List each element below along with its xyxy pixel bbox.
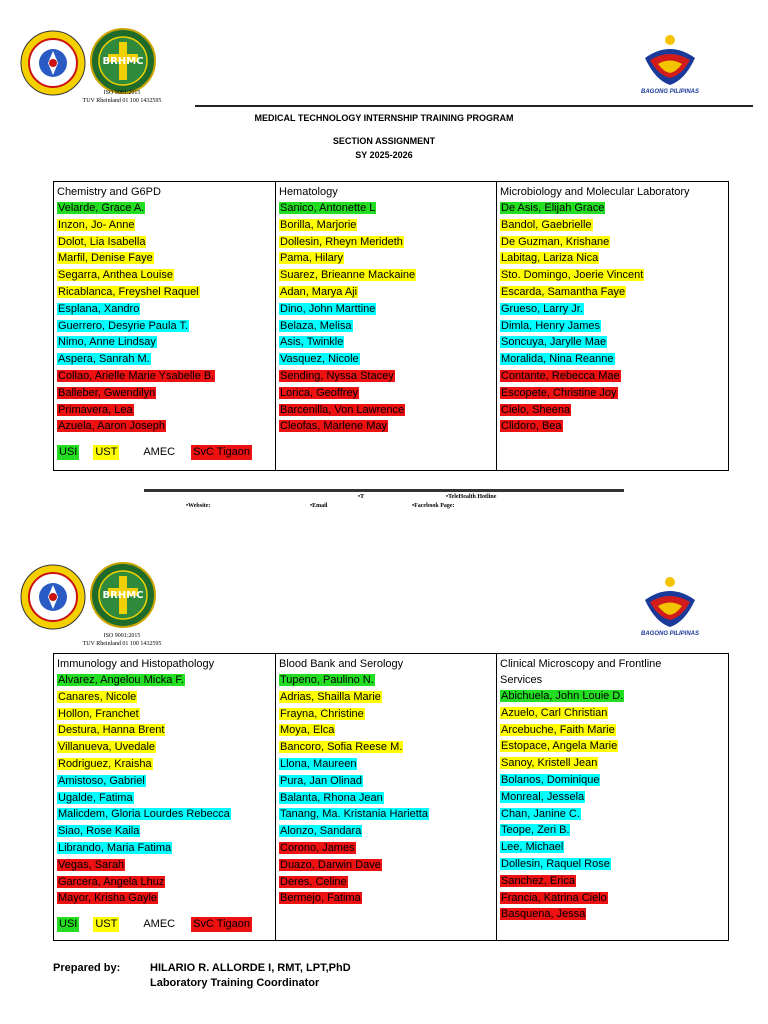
column-blood-bank — [276, 654, 497, 941]
doh-seal-icon — [20, 564, 86, 630]
list-item — [279, 823, 493, 840]
column-immunology — [54, 654, 276, 941]
list-item — [279, 773, 493, 790]
list-item — [279, 200, 493, 217]
intern-name: Destura, Hanna Brent — [58, 724, 165, 737]
intern-name: Azuelo, Carl Christian — [501, 706, 608, 719]
intern-name: Siao, Rose Kaila — [58, 825, 140, 838]
intern-name: Balanta, Rhona Jean — [280, 791, 383, 804]
list-item — [500, 839, 725, 856]
column-microbiology — [497, 182, 729, 471]
list-item — [57, 284, 272, 301]
iso-certification — [62, 632, 182, 648]
intern-name: Primavera, Lea — [58, 403, 133, 416]
intern-name: Villanueva, Uvedale — [58, 741, 156, 754]
intern-name: Ricablanca, Freyshel Raquel — [58, 285, 199, 298]
intern-name: Collao, Arielle Marie Ysabelle B. — [58, 369, 215, 382]
footer-email: •Email — [310, 503, 328, 509]
list-item — [500, 822, 725, 839]
list-item — [279, 267, 493, 284]
intern-name: Pura, Jan Olinad — [280, 774, 362, 787]
name-list — [57, 200, 272, 435]
list-item — [279, 790, 493, 807]
coordinator-role: Laboratory Training Coordinator — [150, 977, 320, 989]
intern-name: Llona, Maureen — [280, 757, 357, 770]
list-item — [57, 874, 272, 891]
list-item — [279, 689, 493, 706]
intern-name: Velarde, Grace A. — [58, 202, 145, 214]
intern-name: Cleofas, Marlene May — [280, 420, 387, 433]
section-table-2 — [53, 653, 729, 941]
intern-name: Clidoro, Bea — [501, 420, 562, 433]
list-item — [57, 722, 272, 739]
list-item — [57, 301, 272, 318]
intern-name: Tanang, Ma. Kristania Harietta — [280, 808, 428, 821]
letterhead-2 — [0, 552, 768, 652]
list-item — [500, 368, 725, 385]
legend-ust: UST — [95, 918, 118, 931]
legend-ust: UST — [95, 446, 118, 459]
list-item — [500, 200, 725, 217]
column-hematology — [276, 182, 497, 471]
header-rule — [195, 105, 753, 107]
list-item — [500, 284, 725, 301]
list-item — [57, 806, 272, 823]
list-item — [500, 351, 725, 368]
school-year: SY 2025-2026 — [355, 150, 413, 160]
intern-name: Librando, Maria Fatima — [58, 841, 172, 854]
intern-name: Suarez, Brieanne Mackaine — [280, 269, 416, 282]
intern-name: Sanoy, Kristell Jean — [501, 757, 598, 770]
intern-name: Moralida, Nina Reanne — [501, 353, 614, 366]
list-item — [57, 200, 272, 217]
intern-name: Bancoro, Sofia Reese M. — [280, 741, 403, 754]
list-item — [57, 857, 272, 874]
intern-name: Bolanos, Dominique — [501, 773, 600, 786]
iso-line-2: TUV Rheinland 01 100 1432595 — [82, 641, 162, 647]
list-item — [279, 890, 493, 907]
intern-name: Segarra, Anthea Louise — [58, 269, 173, 282]
doh-seal-icon — [20, 30, 86, 96]
intern-name: Dollesin, Raquel Rose — [501, 857, 610, 870]
list-item — [57, 351, 272, 368]
intern-name: Corono, James — [280, 841, 355, 854]
list-item — [57, 385, 272, 402]
name-list — [279, 672, 493, 907]
bagong-pilipinas-logo-icon — [630, 572, 710, 632]
program-title: MEDICAL TECHNOLOGY INTERNSHIP TRAINING PROGRAM — [254, 113, 514, 123]
list-item — [500, 402, 725, 419]
list-item — [500, 301, 725, 318]
footer-telephone: •T — [358, 494, 365, 500]
list-item — [57, 368, 272, 385]
intern-name: Balleber, Gwendilyn — [58, 386, 156, 399]
intern-name: Alvarez, Angelou Micka F. — [58, 674, 184, 686]
list-item — [57, 250, 272, 267]
list-item — [500, 318, 725, 335]
intern-name: Vegas, Sarah — [58, 858, 125, 871]
intern-name: Esplana, Xandro — [58, 302, 140, 315]
intern-name: Alonzo, Sandara — [280, 825, 362, 838]
list-item — [279, 385, 493, 402]
intern-name: Francia, Katrina Cielo — [501, 891, 607, 904]
intern-name: Duazo, Darwin Dave — [280, 858, 381, 871]
intern-name: Azuela, Aaron Joseph — [58, 420, 166, 433]
list-item — [500, 267, 725, 284]
list-item — [57, 689, 272, 706]
intern-name: Dino, John Marttine — [280, 302, 376, 315]
intern-name: Nimo, Anne Lindsay — [58, 336, 156, 349]
list-item — [57, 267, 272, 284]
intern-name: Monreal, Jessela — [501, 790, 585, 803]
list-item — [500, 688, 725, 705]
list-item — [500, 418, 725, 435]
intern-name: De Guzman, Krishane — [501, 235, 610, 248]
list-item — [279, 334, 493, 351]
column-title: Immunology and Histopathology — [57, 658, 215, 670]
list-item — [279, 402, 493, 419]
intern-name: Sto. Domingo, Joerie Vincent — [501, 269, 644, 282]
intern-name: Borilla, Marjorie — [280, 218, 357, 231]
intern-name: Lorica, Geoffrey — [280, 386, 359, 399]
legend-svc: SvC Tigaon — [193, 918, 250, 931]
list-item — [279, 284, 493, 301]
section-title: SECTION ASSIGNMENT — [332, 136, 436, 146]
footer-telehealth-hotline: •TeleHealth Hotline — [446, 494, 497, 500]
column-title-line-1: Clinical Microscopy and Frontline — [500, 658, 662, 670]
prepared-by-label: Prepared by: — [53, 962, 121, 974]
list-item — [279, 301, 493, 318]
list-item — [57, 334, 272, 351]
intern-name: Grueso, Larry Jr. — [501, 302, 583, 315]
list-item — [57, 402, 272, 419]
list-item — [279, 672, 493, 689]
list-item — [279, 318, 493, 335]
intern-name: Rodriguez, Kraisha — [58, 757, 152, 770]
intern-name: Garcera, Angela Lhuz — [58, 875, 165, 888]
footer-rule — [144, 489, 624, 492]
list-item — [57, 773, 272, 790]
list-item — [500, 385, 725, 402]
bagong-pilipinas-label: BAGONG PILIPINAS — [640, 631, 699, 637]
list-item — [57, 672, 272, 689]
brhmc-seal-icon — [90, 562, 156, 628]
column-chemistry — [54, 182, 276, 471]
school-legend — [57, 445, 272, 460]
column-clinical-microscopy — [497, 654, 729, 941]
list-item — [57, 823, 272, 840]
list-item — [279, 874, 493, 891]
list-item — [57, 318, 272, 335]
list-item — [500, 772, 725, 789]
intern-name: Bandol, Gaebrielle — [501, 218, 592, 231]
legend-amec: AMEC — [143, 446, 176, 459]
list-item — [500, 217, 725, 234]
list-item — [500, 806, 725, 823]
intern-name: Moya, Elca — [280, 724, 335, 737]
intern-name: Barcenilla, Von Lawrence — [280, 403, 405, 416]
bagong-pilipinas-logo-icon — [630, 30, 710, 90]
list-item — [279, 217, 493, 234]
list-item — [500, 334, 725, 351]
column-title: Blood Bank and Serology — [279, 658, 404, 670]
intern-name: Inzon, Jo- Anne — [58, 218, 135, 231]
list-item — [279, 418, 493, 435]
list-item — [279, 739, 493, 756]
list-item — [500, 722, 725, 739]
column-title-line-2: Services — [500, 674, 543, 686]
list-item — [500, 250, 725, 267]
list-item — [279, 250, 493, 267]
intern-name: Malicdem, Gloria Lourdes Rebecca — [58, 808, 230, 821]
footer-facebook-page: •Facebook Page: — [412, 503, 455, 509]
school-legend — [57, 917, 272, 932]
intern-name: Basquena, Jessa — [501, 908, 586, 921]
iso-certification — [62, 89, 182, 105]
intern-name: Estopace, Angela Marie — [501, 740, 618, 753]
intern-name: Adrias, Shailla Marie — [280, 690, 381, 703]
legend-amec: AMEC — [143, 918, 176, 931]
intern-name: Dollesin, Rheyn Merideth — [280, 235, 403, 248]
intern-name: Chan, Janine C. — [501, 807, 580, 820]
intern-name: Ugalde, Fatima — [58, 791, 133, 804]
list-item — [500, 856, 725, 873]
legend-usi: USI — [59, 918, 78, 931]
footer-website: •Website: — [186, 503, 211, 509]
name-list — [57, 672, 272, 907]
list-item — [279, 234, 493, 251]
list-item — [279, 806, 493, 823]
list-item — [500, 755, 725, 772]
intern-name: Cielo, Sheena — [501, 403, 571, 416]
iso-line-2: TUV Rheinland 01 100 1432595 — [82, 98, 162, 104]
intern-name: Canares, Nicole — [58, 690, 137, 703]
list-item — [279, 857, 493, 874]
brhmc-seal-icon — [90, 28, 156, 94]
intern-name: Escarda, Samantha Faye — [501, 285, 626, 298]
list-item — [500, 738, 725, 755]
intern-name: Sanchez, Erica — [501, 874, 575, 887]
intern-name: Dolot, Lia Isabella — [58, 235, 146, 248]
intern-name: Belaza, Melisa — [280, 319, 352, 332]
list-item — [500, 873, 725, 890]
intern-name: Frayna, Christine — [280, 707, 364, 720]
section-table-1 — [53, 181, 729, 471]
brhmc-seal-text: BRHMC — [102, 56, 144, 67]
list-item — [279, 368, 493, 385]
intern-name: Hollon, Franchet — [58, 707, 139, 720]
list-item — [500, 906, 725, 923]
list-item — [57, 890, 272, 907]
brhmc-seal-text: BRHMC — [102, 590, 144, 601]
intern-name: Marfil, Denise Faye — [58, 252, 153, 265]
bagong-pilipinas-label: BAGONG PILIPINAS — [640, 89, 699, 95]
iso-line-1: ISO 9001:2015 — [103, 90, 141, 96]
intern-name: Escopete, Christine Joy — [501, 386, 617, 399]
intern-name: Lee, Michael — [501, 841, 564, 854]
intern-name: Guerrero, Desyrie Paula T. — [58, 319, 189, 332]
list-item — [57, 234, 272, 251]
list-item — [57, 418, 272, 435]
name-list — [500, 688, 725, 923]
column-title: Hematology — [279, 186, 338, 198]
intern-name: Contante, Rebecca Mae — [501, 369, 620, 382]
legend-usi: USI — [59, 446, 78, 459]
letterhead-1 — [0, 0, 768, 110]
list-item — [279, 722, 493, 739]
list-item — [57, 739, 272, 756]
intern-name: Dimla, Henry James — [501, 319, 601, 332]
intern-name: Pama, Hilary — [280, 252, 343, 265]
intern-name: Soncuya, Jarylle Mae — [501, 336, 607, 349]
list-item — [57, 840, 272, 857]
intern-name: Labitag, Lariza Nica — [501, 252, 599, 265]
name-list — [279, 200, 493, 435]
list-item — [57, 790, 272, 807]
intern-name: De Asis, Elijah Grace — [501, 202, 605, 214]
list-item — [500, 890, 725, 907]
list-item — [500, 789, 725, 806]
list-item — [279, 756, 493, 773]
column-title: Chemistry and G6PD — [57, 186, 161, 198]
intern-name: Adan, Marya Aji — [280, 285, 358, 298]
column-title: Microbiology and Molecular Laboratory — [500, 186, 690, 198]
list-item — [279, 840, 493, 857]
legend-svc: SvC Tigaon — [193, 446, 250, 459]
list-item — [500, 234, 725, 251]
intern-name: Deres, Celine — [280, 875, 347, 888]
coordinator-name: HILARIO R. ALLORDE I, RMT, LPT,PhD — [150, 962, 351, 974]
intern-name: Tupeno, Paulino N. — [280, 674, 374, 686]
iso-line-1: ISO 9001:2015 — [103, 633, 141, 639]
list-item — [279, 351, 493, 368]
list-item — [500, 705, 725, 722]
name-list — [500, 200, 725, 435]
list-item — [57, 756, 272, 773]
intern-name: Vasquez, Nicole — [280, 353, 359, 366]
intern-name: Aspera, Sanrah M. — [58, 353, 150, 366]
intern-name: Abichuela, John Louie D. — [501, 690, 624, 702]
list-item — [57, 706, 272, 723]
intern-name: Asis, Twinkle — [280, 336, 344, 349]
intern-name: Amistoso, Gabriel — [58, 774, 145, 787]
list-item — [57, 217, 272, 234]
intern-name: Arcebuche, Faith Marie — [501, 723, 615, 736]
intern-name: Bermejo, Fatima — [280, 892, 361, 905]
intern-name: Sanico, Antonette L — [280, 202, 376, 214]
intern-name: Sending, Nyssa Stacey — [280, 369, 394, 382]
intern-name: Mayor, Krisha Gayle — [58, 892, 158, 905]
intern-name: Teope, Zeri B. — [501, 824, 570, 837]
list-item — [279, 706, 493, 723]
